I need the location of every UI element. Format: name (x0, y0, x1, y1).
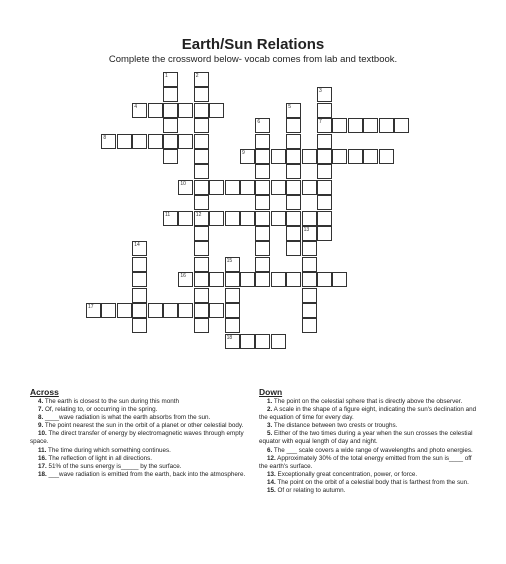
crossword-cell[interactable] (363, 149, 378, 164)
down-clue-text: The point on the celestial sphere that is directly above the observer. (272, 398, 463, 405)
crossword-cell[interactable] (101, 303, 116, 318)
clue-number-label: 9 (242, 150, 245, 156)
across-clue-number: 9. (38, 422, 44, 430)
crossword-cell[interactable] (255, 134, 270, 149)
crossword-cell[interactable] (317, 87, 332, 102)
crossword-cell[interactable] (101, 134, 116, 149)
crossword-cell[interactable] (271, 272, 286, 287)
down-clue-number: 1. (267, 398, 273, 405)
clue-number-label: 12 (195, 211, 202, 218)
crossword-cell[interactable] (286, 103, 301, 118)
across-clue-list (30, 398, 255, 479)
down-clue-number: 2. (267, 406, 273, 414)
across-clue-text: Of, relating to, or occurring in the spring. (43, 406, 158, 414)
crossword-cell[interactable] (317, 272, 332, 287)
clue-number-label: 5 (288, 103, 291, 110)
crossword-cell[interactable] (379, 149, 394, 164)
crossword-cell[interactable] (163, 103, 178, 118)
crossword-cell[interactable] (271, 211, 286, 226)
crossword-cell[interactable] (178, 134, 193, 149)
across-clue (30, 447, 255, 455)
crossword-cell[interactable] (163, 118, 178, 133)
crossword-cell[interactable] (132, 103, 147, 118)
crossword-cell[interactable] (240, 211, 255, 226)
crossword-cell[interactable] (302, 272, 317, 287)
across-heading: Across (30, 387, 59, 397)
crossword-cell[interactable] (163, 87, 178, 102)
down-clue-text: The ___ scale covers a wide range of wavelengths and photo energies. (272, 446, 473, 454)
across-clues (30, 388, 255, 479)
crossword-cell[interactable] (255, 195, 270, 210)
across-clue (30, 471, 255, 479)
clue-number-label: 3 (319, 88, 322, 95)
crossword-cell[interactable] (132, 318, 147, 333)
clue-number-label: 14 (134, 242, 140, 249)
crossword-cell[interactable] (194, 226, 209, 241)
clue-number-label: 4 (134, 103, 137, 110)
crossword-cell[interactable] (317, 211, 332, 226)
crossword-cell[interactable] (317, 164, 332, 179)
crossword-cell[interactable] (255, 164, 270, 179)
crossword-cell[interactable] (178, 180, 193, 195)
crossword-cell[interactable] (225, 318, 240, 333)
crossword-cell[interactable] (332, 149, 347, 164)
across-clue (30, 430, 255, 446)
down-clue-number: 3. (267, 422, 273, 430)
crossword-cell[interactable] (363, 118, 378, 133)
crossword-cell[interactable] (271, 180, 286, 195)
crossword-cell[interactable] (332, 272, 347, 287)
down-clue-number: 6. (267, 446, 273, 454)
down-clue-list (259, 398, 479, 495)
crossword-cell[interactable] (255, 118, 270, 133)
crossword-cell[interactable] (194, 149, 209, 164)
crossword-cell[interactable] (148, 303, 163, 318)
crossword-cell[interactable] (302, 241, 317, 256)
crossword-cell[interactable] (317, 226, 332, 241)
crossword-cell[interactable] (86, 303, 101, 318)
crossword-cell[interactable] (209, 272, 224, 287)
down-clues (259, 388, 479, 495)
crossword-cell[interactable] (225, 257, 240, 272)
crossword-cell[interactable] (255, 257, 270, 272)
across-clue-text: The point nearest the sun in the orbit of a planet or other celestial body. (43, 422, 244, 430)
crossword-cell[interactable] (317, 103, 332, 118)
across-clue (30, 414, 255, 422)
crossword-cell[interactable] (240, 149, 255, 164)
down-clue-text: Of or relating to autumn. (275, 487, 346, 495)
crossword-cell[interactable] (194, 257, 209, 272)
crossword-cell[interactable] (132, 241, 147, 256)
down-clue-text: The point on the orbit of a celestial body that is farthest from the sun. (275, 478, 469, 486)
across-clue-number: 4. (38, 398, 44, 405)
crossword-cell[interactable] (286, 149, 301, 164)
crossword-cell[interactable] (209, 103, 224, 118)
clue-number-label: 1 (165, 73, 168, 79)
clue-number-label: 8 (103, 134, 107, 141)
down-clue-text: The distance between two crests or troughs. (272, 422, 398, 430)
page-title: Earth/Sun Relations (181, 36, 325, 53)
crossword-cell[interactable] (194, 118, 209, 133)
across-clue-text: ____wave radiation is what the earth absorbs from the sun. (43, 414, 211, 422)
clue-number-label: 13 (303, 227, 310, 233)
clue-number-label: 11 (165, 211, 171, 218)
crossword-cell[interactable] (178, 272, 193, 287)
crossword-cell[interactable] (194, 318, 209, 333)
crossword-cell[interactable] (132, 303, 147, 318)
crossword-cell[interactable] (148, 103, 163, 118)
across-clue-number: 11. (38, 446, 47, 454)
crossword-cell[interactable] (255, 334, 270, 349)
clue-number-label: 16 (180, 273, 186, 280)
crossword-cell[interactable] (209, 211, 224, 226)
down-clue (259, 398, 479, 406)
crossword-cell[interactable] (194, 180, 209, 195)
across-clue-number: 18. (38, 470, 47, 478)
down-clue-text: A scale in the shape of a figure eight, indicating the sun's declination and the equation of time for every day. (259, 406, 477, 422)
across-clue-number: 17. (38, 462, 47, 470)
crossword-cell[interactable] (209, 303, 224, 318)
crossword-cell[interactable] (240, 272, 255, 287)
down-clue (259, 422, 479, 430)
crossword-cell[interactable] (317, 134, 332, 149)
across-clue-text: 51% of the suns energy is_____ by the surface. (46, 462, 182, 470)
crossword-cell[interactable] (194, 241, 209, 256)
crossword-cell[interactable] (225, 211, 240, 226)
across-clue-number: 7. (38, 406, 44, 414)
crossword-cell[interactable] (209, 180, 224, 195)
crossword-cell[interactable] (194, 288, 209, 303)
across-clue (30, 422, 255, 430)
crossword-cell[interactable] (148, 134, 163, 149)
crossword-cell[interactable] (302, 288, 317, 303)
crossword-cell[interactable] (194, 134, 209, 149)
down-clue-text: Either of the two times during a year when the sun crosses the celestial equator with equal length of day and night. (259, 430, 473, 446)
crossword-cell[interactable] (317, 195, 332, 210)
crossword-cell[interactable] (394, 118, 409, 133)
crossword-cell[interactable] (132, 288, 147, 303)
down-clue-number: 14. (267, 478, 276, 486)
down-clue-text: Exceptionally great concentration, power, or force. (275, 470, 418, 478)
crossword-cell[interactable] (240, 180, 255, 195)
crossword-cell[interactable] (348, 118, 363, 133)
crossword-cell[interactable] (255, 211, 270, 226)
across-clue-text: The earth is closest to the sun during this month (43, 398, 179, 405)
crossword-cell[interactable] (117, 303, 132, 318)
crossword-cell[interactable] (225, 288, 240, 303)
crossword-cell[interactable] (302, 180, 317, 195)
crossword-cell[interactable] (379, 118, 394, 133)
across-clue (30, 406, 255, 414)
crossword-cell[interactable] (255, 226, 270, 241)
clue-number-label: 18 (226, 334, 233, 341)
crossword-cell[interactable] (225, 272, 240, 287)
across-clue (30, 398, 255, 406)
crossword-cell[interactable] (286, 241, 301, 256)
down-clue (259, 430, 479, 446)
down-clue-number: 13. (267, 470, 276, 478)
across-clue (30, 455, 255, 463)
crossword-cell[interactable] (286, 226, 301, 241)
clue-number-label: 7 (319, 119, 322, 126)
across-clue (30, 463, 255, 471)
crossword-cell[interactable] (286, 180, 301, 195)
crossword-cell[interactable] (163, 134, 178, 149)
crossword-cell[interactable] (255, 241, 270, 256)
crossword-cell[interactable] (286, 164, 301, 179)
crossword-cell[interactable] (286, 195, 301, 210)
crossword-cell[interactable] (317, 149, 332, 164)
clue-number-label: 17 (88, 304, 94, 310)
down-clue (259, 471, 479, 479)
crossword-cell[interactable] (302, 318, 317, 333)
crossword-cell[interactable] (194, 195, 209, 210)
crossword-cell[interactable] (225, 180, 240, 195)
crossword-cell[interactable] (132, 134, 147, 149)
down-clue-text: Approximately 30% of the total energy emitted from the sun is____ off the earth's surface. (259, 454, 472, 470)
across-clue-text: The reflection of light in all directions. (46, 454, 153, 462)
crossword-cell[interactable] (286, 134, 301, 149)
crossword-cell[interactable] (302, 211, 317, 226)
down-clue-number: 15. (267, 487, 276, 495)
crossword-cell[interactable] (317, 118, 332, 133)
down-clue-number: 12. (267, 454, 276, 462)
crossword-cell[interactable] (163, 149, 178, 164)
crossword-cell[interactable] (286, 272, 301, 287)
crossword-cell[interactable] (132, 272, 147, 287)
crossword-cell[interactable] (286, 118, 301, 133)
crossword-cell[interactable] (225, 334, 240, 349)
clue-number-label: 6 (257, 119, 261, 126)
crossword-cell[interactable] (178, 211, 193, 226)
crossword-cell[interactable] (286, 211, 301, 226)
crossword-cell[interactable] (271, 149, 286, 164)
across-clue-text: ___wave radiation is emitted from the earth, back into the atmosphere. (46, 470, 246, 478)
crossword-cell[interactable] (255, 180, 270, 195)
page-subtitle: Complete the crossword below- vocab comes from lab and textbook. (108, 54, 398, 65)
crossword-cell[interactable] (194, 211, 209, 226)
clue-number-label: 15 (226, 257, 233, 264)
crossword-cell[interactable] (178, 303, 193, 318)
crossword-cell[interactable] (302, 226, 317, 241)
crossword-cell[interactable] (194, 103, 209, 118)
across-clue-number: 16. (38, 454, 47, 462)
crossword-cell[interactable] (317, 180, 332, 195)
crossword-cell[interactable] (194, 72, 209, 87)
crossword-cell[interactable] (194, 303, 209, 318)
crossword-cell[interactable] (255, 272, 270, 287)
clue-number-label: 2 (195, 73, 199, 79)
down-clue-number: 5. (267, 430, 273, 438)
across-clue-number: 10. (38, 430, 47, 438)
crossword-cell[interactable] (271, 334, 286, 349)
crossword-cell[interactable] (240, 334, 255, 349)
down-clue (259, 479, 479, 487)
crossword-cell[interactable] (302, 257, 317, 272)
across-clue-text: The direct transfer of energy by electromagnetic waves through empty space. (30, 430, 244, 446)
crossword-cell[interactable] (117, 134, 132, 149)
down-clue (259, 447, 479, 455)
crossword-cell[interactable] (225, 303, 240, 318)
crossword-cell[interactable] (163, 72, 178, 87)
down-clue (259, 455, 479, 471)
down-heading: Down (259, 387, 283, 397)
across-clue-number: 8. (38, 414, 44, 422)
crossword-cell[interactable] (302, 149, 317, 164)
crossword-cell[interactable] (132, 257, 147, 272)
across-clue-text: The time during which something continues. (46, 446, 171, 454)
crossword-cell[interactable] (163, 303, 178, 318)
crossword-cell[interactable] (194, 164, 209, 179)
crossword-cell[interactable] (332, 118, 347, 133)
crossword-cell[interactable] (194, 272, 209, 287)
crossword-cell[interactable] (163, 211, 178, 226)
crossword-cell[interactable] (194, 87, 209, 102)
crossword-cell[interactable] (178, 103, 193, 118)
down-clue (259, 487, 479, 495)
clue-number-label: 10 (180, 180, 186, 187)
crossword-cell[interactable] (302, 303, 317, 318)
crossword-cell[interactable] (255, 149, 270, 164)
crossword-cell[interactable] (348, 149, 363, 164)
down-clue (259, 406, 479, 422)
